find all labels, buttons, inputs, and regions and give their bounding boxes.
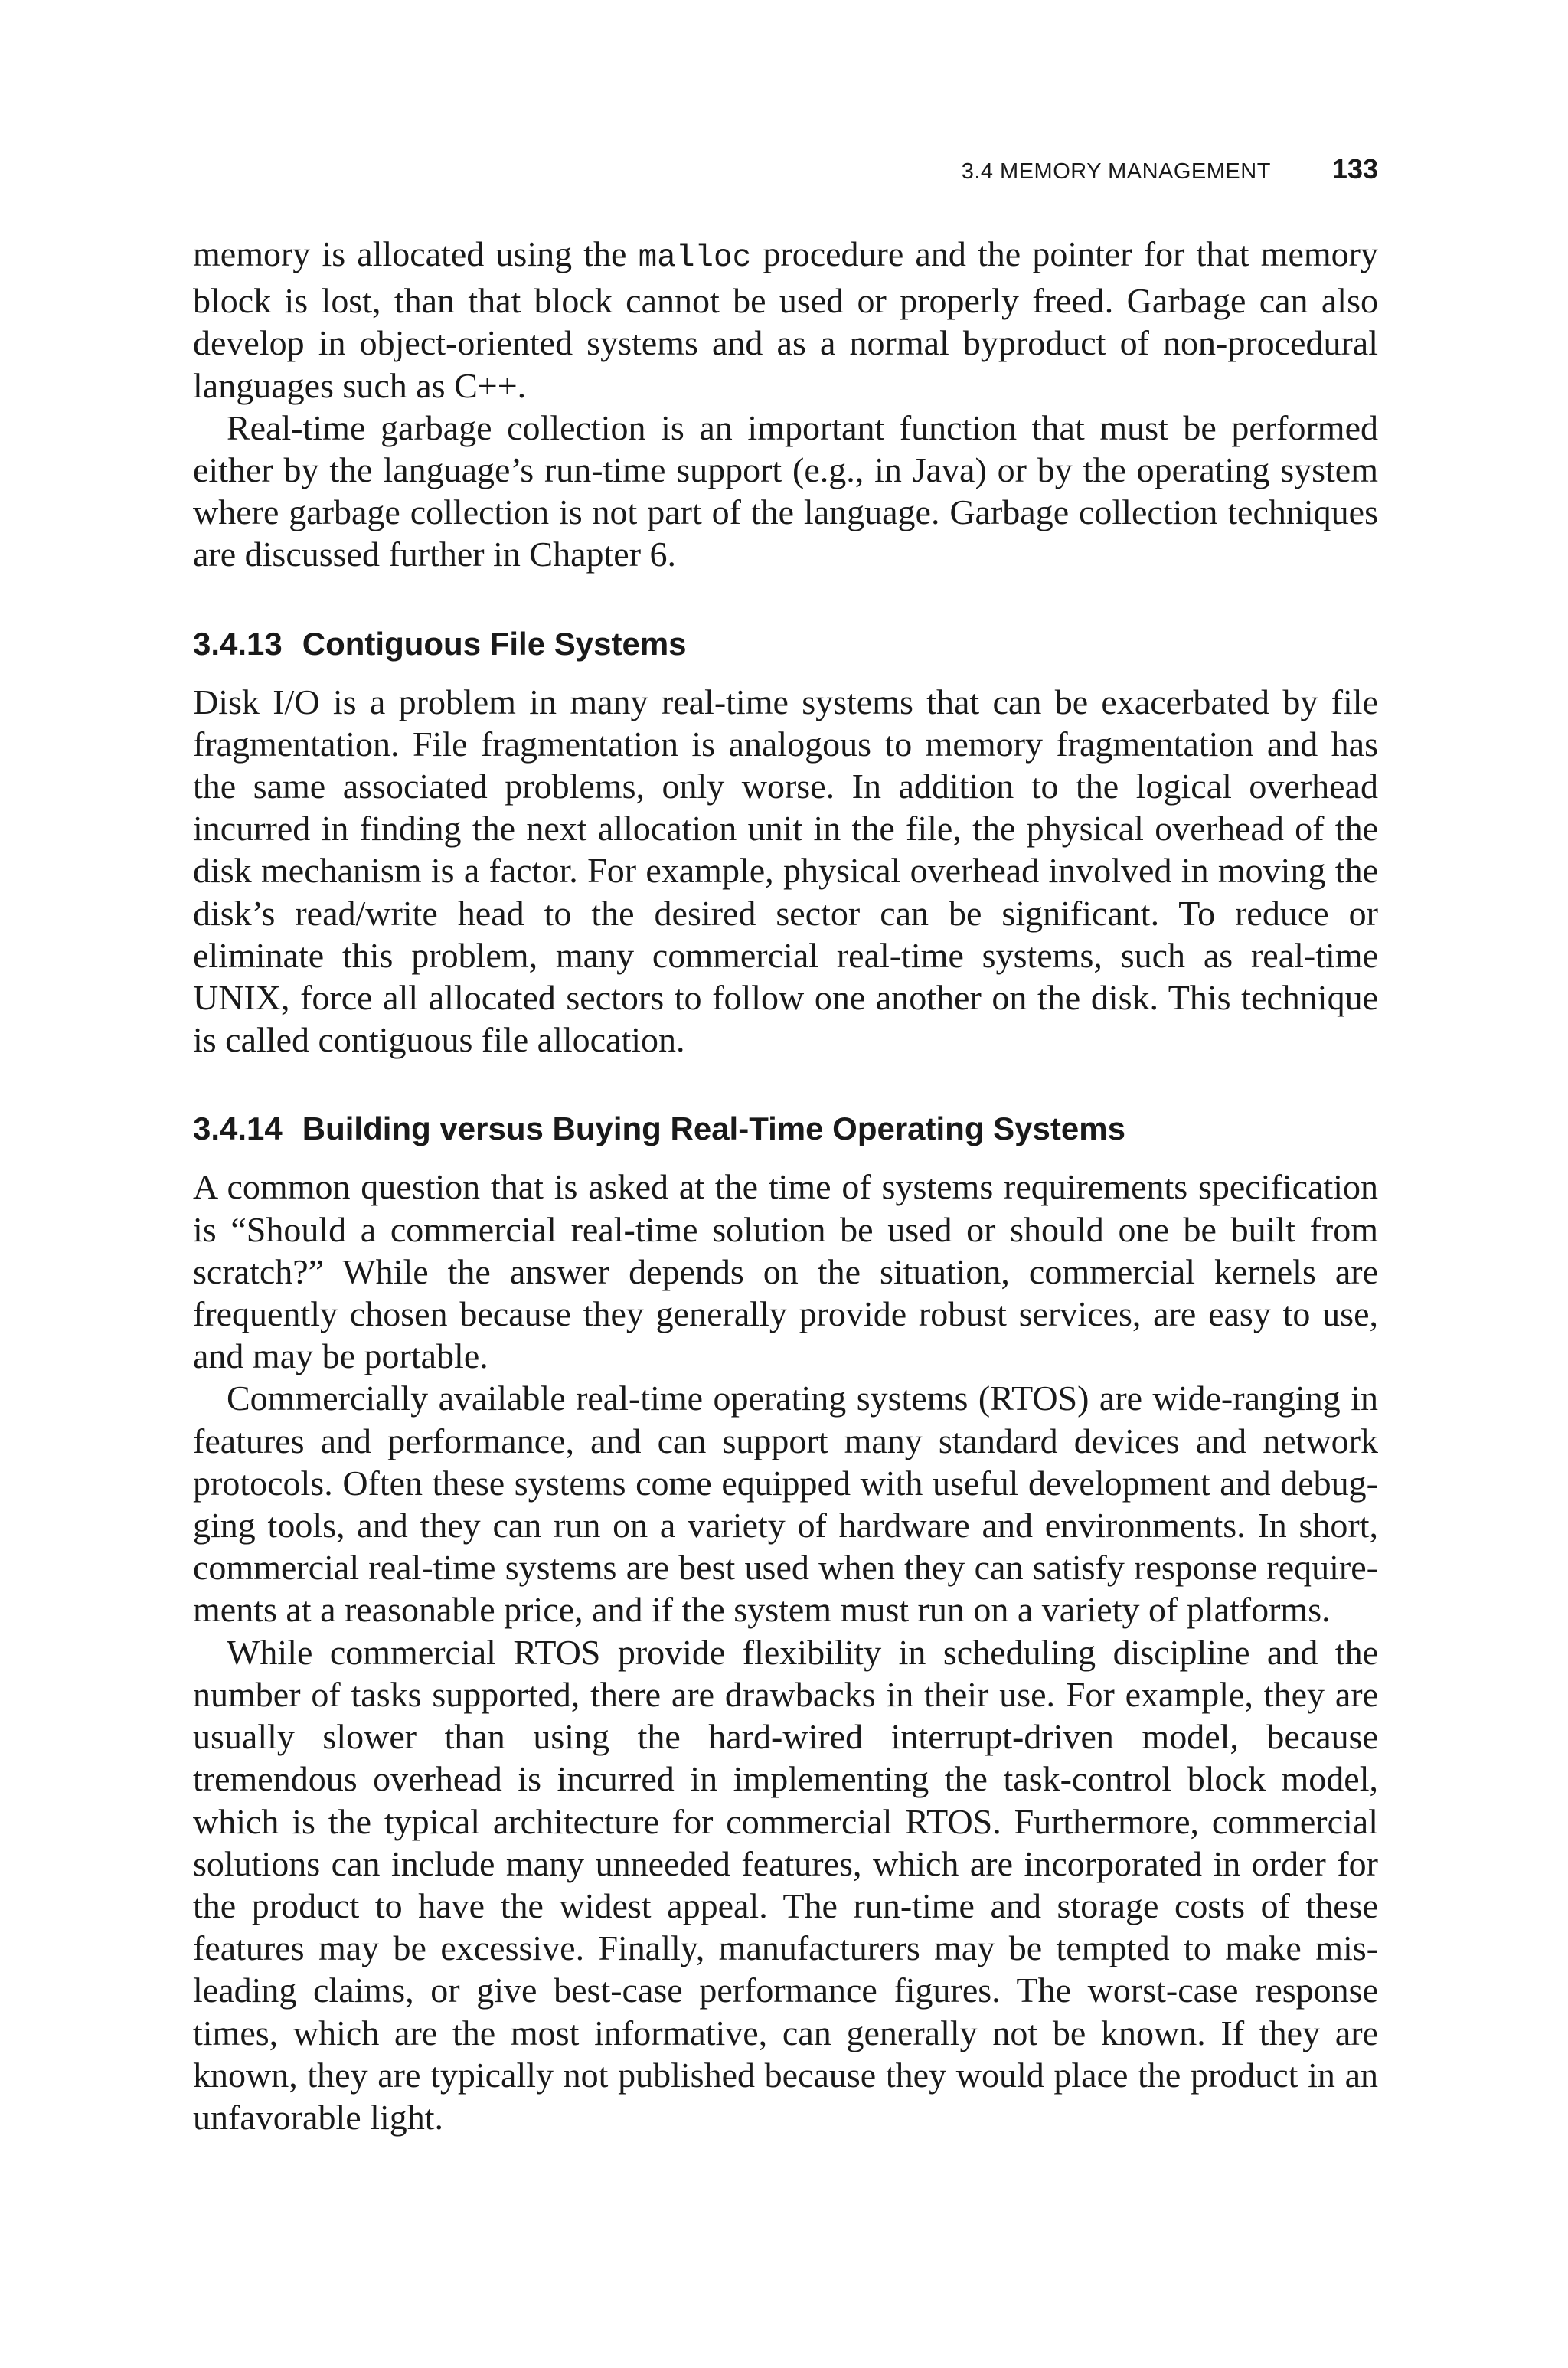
section-number: 3.4.13 — [193, 625, 283, 662]
paragraph-build-vs-buy-2: Commercially available real-time operating systems (RTOS) are wide-ranging in features and performance, and can support many standard devices and network protocols. Often these systems come equipped with useful development and debugging tools, and they can run on a variety of hardware and environments. In short, commercial real-time systems are best used when they can satisfy response requirements at a reasonable price, and if the system must run on a variety of platforms. — [193, 1379, 1378, 1630]
paragraph-text: procedure and the pointer for that memory block is lost, than that block cannot be used or properly freed. Garbage can also develop in object-oriented systems and as a normal byproduct of non-procedural languages such as C++. — [193, 234, 1378, 405]
paragraph-build-vs-buy-1: A common question that is asked at the time of systems requirements specification is “Should a commercial real-time solution be used or should one be built from scratch?” While the answer depends on the situation, commercial kernels are frequently chosen because they generally provide robust services, are easy to use, and may be portable. — [193, 1167, 1378, 1376]
inline-code: malloc — [638, 240, 752, 276]
section-title: Building versus Buying Real-Time Operating Systems — [302, 1110, 1125, 1147]
body-text — [193, 233, 1378, 2138]
page-number: 133 — [1331, 153, 1378, 185]
paragraph-garbage-collection: Real-time garbage collection is an important function that must be performed either by the language’s run-time support (e.g., in Java) or by the operating system where garbage collection is not part of the language. Garbage collection techniques are discussed further in Chapter 6. — [193, 407, 1378, 574]
paragraph-continued — [193, 233, 1378, 407]
running-head — [962, 153, 1378, 185]
section-number: 3.4.14 — [193, 1110, 283, 1147]
section-heading-3-4-13 — [193, 624, 1378, 664]
paragraph-build-vs-buy-3: While commercial RTOS provide flexibility in scheduling discipline and the number of tasks supported, there are drawbacks in their use. For example, they are usually slower than using the hard-wired interrupt-driven model, because tremendous overhead is incurred in implementing the task-control block model, which is the typical architecture for commercial RTOS. Furthermore, commercial solutions can include many unneeded features, which are incorporated in order for the product to have the widest appeal. The run-time and storage costs of these features may be excessive. Finally, manufacturers may be tempted to make misleading claims, or give best-case performance figures. The worst-case response times, which are the most informative, can generally not be known. If they are known, they are typically not published because they would place the product in an unfavorable light. — [193, 1632, 1378, 2137]
section-heading-3-4-14 — [193, 1109, 1378, 1149]
running-head-section: 3.4 MEMORY MANAGEMENT — [961, 159, 1271, 184]
section-title: Contiguous File Systems — [302, 625, 687, 662]
paragraph-text: memory is allocated using the — [193, 234, 639, 273]
paragraph-contiguous-files: Disk I/O is a problem in many real-time systems that can be exacerbated by file fragmentation. File fragmentation is analogous to memory fragmentation and has the same associated problems, only worse. In addition to the logical overhead incurred in finding the next allocation unit in the file, the physical overhead of the disk mechanism is a factor. For example, physical overhead involved in moving the disk’s read/write head to the desired sector can be significant. To reduce or eliminate this problem, many commercial real-time systems, such as real-time UNIX, force all allocated sectors to follow one another on the disk. This technique is called contiguous file allocation. — [193, 682, 1378, 1060]
